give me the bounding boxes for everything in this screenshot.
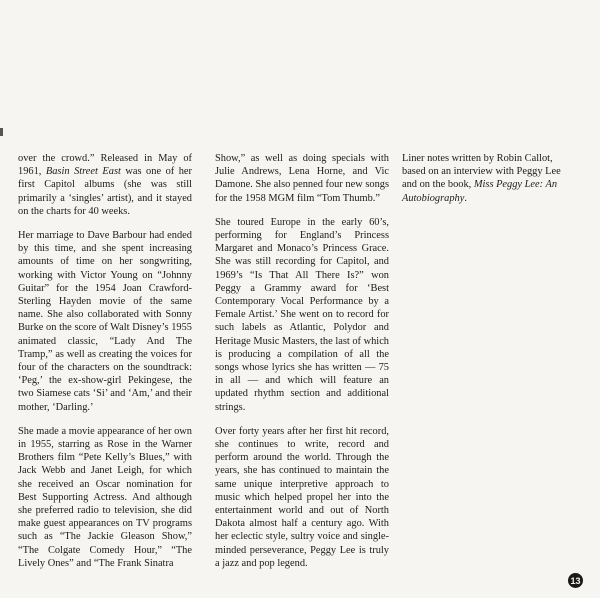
paragraph: Over forty years after her first hit record, she continues to write, record and perform around the world. Through the years, she has continued to maintain the same unique interpretive approach to music which helped propel her into the entertainment world and out of North Dakota almost half a century ago. With her eclectic style, sultry voice and single-minded perseverance, Peggy Lee is truly a jazz and pop legend. [215, 425, 389, 569]
text-column-1 [18, 152, 192, 581]
book-title: Miss Peggy Lee: An Autobiography [402, 179, 558, 204]
page-edge-mark [0, 128, 3, 136]
text-run: over the crowd.” Released in May of 1961, [18, 153, 192, 178]
text-column-2 [215, 152, 389, 581]
text-run: . [464, 192, 467, 204]
paragraph: She toured Europe in the early 60’s, performing for England’s Princess Margaret and Monaco’s Princess Grace. She was still recording for Capitol, and 1969’s “Is That All There Is?” won Peggy a Grammy award for ‘Best Contemporary Vocal Performance by a Female Artist.’ She went on to record for such labels as Atlantic, Polydor and Heritage Music Masters, the last of which is producing a compilation of all the songs whose lyrics she has written — 75 in all — and which will feature an updated rhythm section and additional strings. [215, 216, 389, 413]
text-column-3 [402, 152, 572, 216]
credits-paragraph [402, 152, 572, 205]
album-title: Basin Street East [45, 166, 121, 178]
paragraph: Her marriage to Dave Barbour had ended by this time, and she spent increasing amounts of time on her songwriting, working with Victor Young on “Johnny Guitar” for the 1954 Joan Crawford-Sterling Hayden movie of the same name. She also collaborated with Sonny Burke on the score of Walt Disney’s 1955 animated classic, “Lady And The Tramp,” as well as creating the voices for four of the characters on the soundtrack: ‘Peg,’ the ex-show-girl Pekingese, the two Siamese cats ‘Si’ and ‘Am,’ and their mother, ‘Darling.’ [18, 230, 192, 413]
text-run: was one of her first Capitol albums (she was still primarily a ‘singles’ artist), and it stayed on the charts for 40 weeks. [18, 166, 192, 217]
page-number-badge: 13 [568, 573, 583, 588]
text-run: Liner notes written by Robin Callot, based on an interview with Peggy Lee and on the book, [402, 153, 561, 191]
paragraph: She made a movie appearance of her own in 1955, starring as Rose in the Warner Brothers film “Pete Kelly’s Blues,” with Jack Webb and Janet Leigh, for which she received an Oscar nomination for Best Supporting Actress. And although she preferred radio to television, she did make guest appearances on TV programs such as “The Jackie Gleason Show,” “The Colgate Comedy Hour,” “The Lively Ones” and “The Frank Sinatra [18, 425, 192, 569]
paragraph [18, 152, 192, 218]
paragraph: Show,” as well as doing specials with Julie Andrews, Lena Horne, and Vic Damone. She also penned four new songs for the 1958 MGM film “Tom Thumb.” [215, 153, 390, 204]
